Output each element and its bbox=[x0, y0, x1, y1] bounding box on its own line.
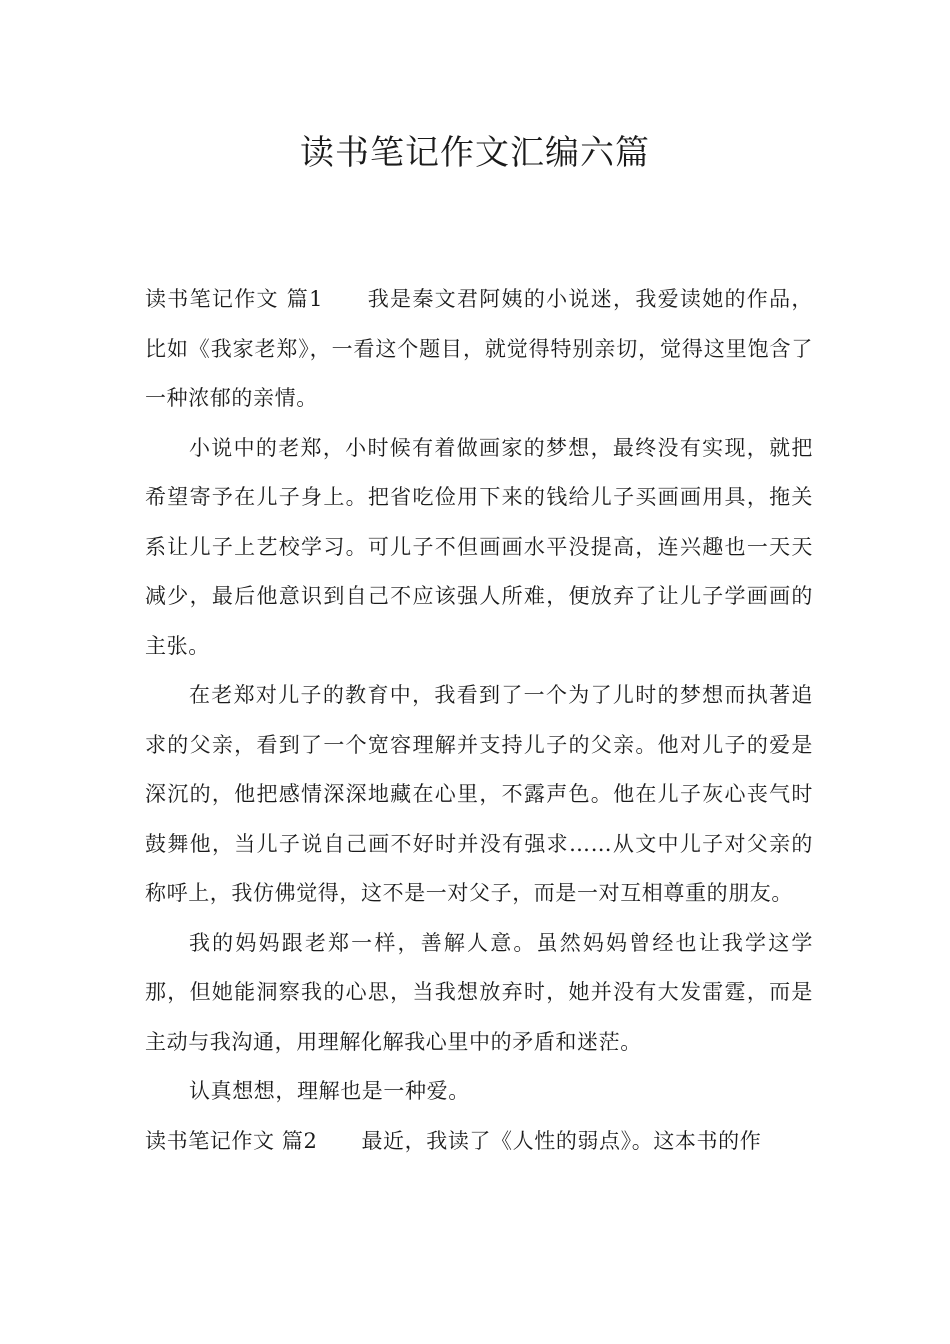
paragraph: 小说中的老郑，小时候有着做画家的梦想，最终没有实现，就把希望寄予在儿子身上。把省吃俭用下来的钱给儿子买画画用具，拖关系让儿子上艺校学习。可儿子不但画画水平没提高，连兴趣也一天天减少，最后他意识到自己不应该强人所难，便放弃了让儿子学画画的主张。 bbox=[145, 435, 813, 658]
paragraph-text: 最近，我读了《人性的弱点》。这本书的作 bbox=[361, 1128, 762, 1153]
paragraph: 认真想想，理解也是一种爱。 bbox=[189, 1079, 470, 1103]
paragraph: 在老郑对儿子的教育中，我看到了一个为了儿时的梦想而执著追求的父亲，看到了一个宽容理解并支持儿子的父亲。他对儿子的爱是深沉的，他把感情深深地藏在心里，不露声色。他在儿子灰心丧气时鼓舞他，当儿子说自己画不好时并没有强求……从文中儿子对父亲的称呼上，我仿佛觉得，这不是一对父子，而是一对互相尊重的朋友。 bbox=[145, 683, 813, 905]
document-title: 读书笔记作文汇编六篇 bbox=[300, 133, 650, 173]
paragraph: 我的妈妈跟老郑一样，善解人意。虽然妈妈曾经也让我学这学那，但她能洞察我的心思，当我想放弃时，她并没有大发雷霆，而是主动与我沟通，用理解化解我心里中的矛盾和迷茫。 bbox=[145, 930, 813, 1054]
paragraph bbox=[145, 275, 813, 424]
section-heading: 读书笔记作文 篇2 bbox=[145, 1128, 318, 1153]
section-heading: 读书笔记作文 篇1 bbox=[145, 287, 324, 311]
paragraph bbox=[145, 1117, 813, 1167]
document-body bbox=[145, 275, 813, 1166]
paragraph-text: 我是秦文君阿姨的小说迷，我爱读她的作品，比如《我家老郑》，一看这个题目，就觉得特别亲切，觉得这里饱含了一种浓郁的亲情。 bbox=[145, 287, 814, 410]
